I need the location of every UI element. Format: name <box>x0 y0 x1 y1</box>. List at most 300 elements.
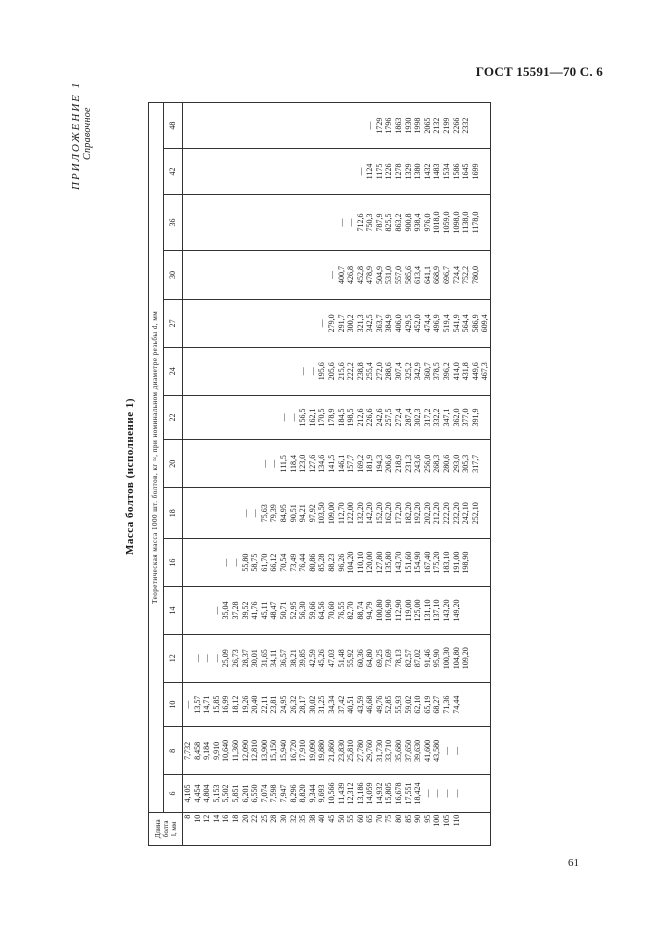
mass-cell: 242,10 <box>461 488 471 539</box>
mass-cell <box>183 440 193 488</box>
mass-cell: 378,5 <box>432 347 442 395</box>
mass-cell: 149,20 <box>452 587 462 635</box>
diameter-header: 10 <box>164 682 183 727</box>
mass-cell: 257,5 <box>384 395 394 440</box>
mass-cell: 305,3 <box>461 440 471 488</box>
mass-cell: 120,00 <box>365 539 375 587</box>
diameter-header: 16 <box>164 539 183 587</box>
mass-cell: 195,6 <box>317 347 327 395</box>
mass-cell <box>250 347 260 395</box>
mass-cell: 900,8 <box>404 194 414 250</box>
mass-cell <box>337 149 347 195</box>
table-row <box>193 103 203 846</box>
length-cell: 80 <box>394 812 404 845</box>
mass-cell <box>480 251 490 300</box>
mass-cell <box>317 103 327 149</box>
mass-cell <box>308 103 318 149</box>
mass-cell: 325,2 <box>404 347 414 395</box>
mass-cell <box>193 251 203 300</box>
mass-cell: 317,7 <box>471 440 481 488</box>
mass-cell: 288,6 <box>384 347 394 395</box>
mass-cell: 541,9 <box>452 299 462 347</box>
mass-cell <box>212 194 222 250</box>
mass-cell: 152,20 <box>375 488 385 539</box>
mass-cell <box>202 347 212 395</box>
mass-cell <box>298 149 308 195</box>
mass-cell: 16,678 <box>394 775 404 812</box>
mass-cell <box>193 440 203 488</box>
mass-cell: 1059,0 <box>442 194 452 250</box>
mass-cell: 39,52 <box>241 587 251 635</box>
mass-cell: 76,44 <box>298 539 308 587</box>
mass-cell <box>231 488 241 539</box>
mass-cell: — <box>346 194 356 250</box>
length-header-line-2: болта <box>161 820 170 838</box>
mass-cell: 122,00 <box>346 488 356 539</box>
page-header: ГОСТ 15591—70 С. 6 <box>475 64 603 79</box>
mass-cell <box>480 149 490 195</box>
mass-cell: 15,805 <box>384 775 394 812</box>
mass-cell <box>212 299 222 347</box>
mass-cell: 131,10 <box>423 587 433 635</box>
mass-cell <box>183 299 193 347</box>
mass-cell: 16,99 <box>221 682 231 727</box>
mass-cell: — <box>423 775 433 812</box>
mass-cell: 62,10 <box>413 682 423 727</box>
mass-cell: 342,5 <box>365 299 375 347</box>
mass-cell: 100,30 <box>442 634 452 682</box>
mass-cell: 91,46 <box>423 634 433 682</box>
mass-cell <box>241 194 251 250</box>
mass-cell: 104,80 <box>452 634 462 682</box>
mass-cell: 37,650 <box>404 727 414 775</box>
mass-cell: — <box>442 775 452 812</box>
mass-cell <box>212 103 222 149</box>
length-cell: 95 <box>423 812 433 845</box>
length-header <box>149 812 183 845</box>
mass-cell <box>231 194 241 250</box>
mass-cell: 31,65 <box>260 634 270 682</box>
mass-cell <box>279 299 289 347</box>
mass-cell: 291,7 <box>337 299 347 347</box>
mass-cell: 51,48 <box>337 634 347 682</box>
mass-cell: — <box>432 775 442 812</box>
mass-cell: 400,7 <box>337 251 347 300</box>
mass-cell <box>250 103 260 149</box>
table-row <box>298 103 308 846</box>
mass-cell: 156,5 <box>298 395 308 440</box>
mass-cell: 30,02 <box>308 682 318 727</box>
mass-cell: — <box>298 347 308 395</box>
mass-cell: 70,60 <box>327 587 337 635</box>
length-cell: 65 <box>365 812 375 845</box>
mass-cell: 19,090 <box>308 727 318 775</box>
mass-cell: 19,880 <box>317 727 327 775</box>
mass-cell <box>183 194 193 250</box>
mass-cell: 182,20 <box>404 488 414 539</box>
mass-cell <box>308 251 318 300</box>
mass-cell: 110,10 <box>356 539 366 587</box>
table-row <box>183 103 193 846</box>
mass-cell: 172,20 <box>394 488 404 539</box>
mass-cell: 787,9 <box>375 194 385 250</box>
mass-cell: 41,76 <box>250 587 260 635</box>
mass-cell <box>212 347 222 395</box>
table-row <box>423 103 433 846</box>
diameter-header: 48 <box>164 103 183 149</box>
mass-cell <box>480 634 490 682</box>
mass-cell: 198,5 <box>346 395 356 440</box>
mass-cell: 564,4 <box>461 299 471 347</box>
mass-cell: 243,6 <box>413 440 423 488</box>
table-row <box>394 103 404 846</box>
mass-cell: 118,4 <box>289 440 299 488</box>
mass-cell: 252,10 <box>471 488 481 539</box>
table-caption: Масса болтов (исполнение 1) <box>124 397 136 555</box>
mass-cell: 1098,0 <box>452 194 462 250</box>
mass-cell <box>183 395 193 440</box>
mass-cell <box>183 103 193 149</box>
mass-cell <box>241 149 251 195</box>
mass-cell: 242,6 <box>375 395 385 440</box>
mass-cell: — <box>269 440 279 488</box>
mass-cell: 68,27 <box>432 682 442 727</box>
mass-cell: 1729 <box>375 103 385 149</box>
table-row <box>432 103 442 846</box>
mass-cell: 50,71 <box>279 587 289 635</box>
table-body <box>183 103 491 846</box>
appendix-block <box>70 81 94 190</box>
mass-cell: 613,4 <box>413 251 423 300</box>
mass-cell: 1645 <box>461 149 471 195</box>
mass-cell: 426,8 <box>346 251 356 300</box>
mass-group-header: Теоретическая масса 1000 шт. болтов, кг ≈, при номинальном диаметре резьбы d, мм <box>149 103 164 813</box>
table-row <box>375 103 385 846</box>
mass-cell: 429,5 <box>404 299 414 347</box>
length-cell: 75 <box>384 812 394 845</box>
mass-cell <box>183 488 193 539</box>
mass-cell: 362,0 <box>452 395 462 440</box>
mass-cell: 112,90 <box>394 587 404 635</box>
mass-cell: — <box>202 634 212 682</box>
mass-cell <box>231 347 241 395</box>
mass-cell: 61,70 <box>260 539 270 587</box>
table-row <box>241 103 251 846</box>
mass-cell: 218,9 <box>394 440 404 488</box>
length-cell: 18 <box>231 812 241 845</box>
mass-cell: 17,910 <box>298 727 308 775</box>
mass-cell: 35,04 <box>221 587 231 635</box>
mass-cell: 384,9 <box>384 299 394 347</box>
mass-cell: 184,5 <box>337 395 347 440</box>
mass-cell <box>183 539 193 587</box>
mass-cell: 11,439 <box>337 775 347 812</box>
mass-cell <box>289 194 299 250</box>
mass-cell: 15,85 <box>212 682 222 727</box>
table-row <box>384 103 394 846</box>
mass-cell: 18,12 <box>231 682 241 727</box>
mass-cell: 557,0 <box>394 251 404 300</box>
mass-cell: 212,6 <box>356 395 366 440</box>
mass-cell: 585,6 <box>404 251 414 300</box>
mass-cell <box>241 395 251 440</box>
mass-cell <box>279 251 289 300</box>
mass-cell: 15,940 <box>279 727 289 775</box>
mass-cell <box>231 440 241 488</box>
mass-cell: 449,6 <box>471 347 481 395</box>
mass-cell: 8,296 <box>289 775 299 812</box>
mass-cell: 504,9 <box>375 251 385 300</box>
mass-cell: 69,25 <box>375 634 385 682</box>
mass-cell: 256,0 <box>423 440 433 488</box>
mass-cell <box>471 775 481 812</box>
mass-cell <box>202 440 212 488</box>
mass-cell: — <box>260 440 270 488</box>
mass-cell: 194,3 <box>375 440 385 488</box>
mass-cell: 73,69 <box>384 634 394 682</box>
diameter-header: 42 <box>164 149 183 195</box>
mass-cell: 74,44 <box>452 682 462 727</box>
mass-cell: 137,10 <box>432 587 442 635</box>
mass-cell: 255,4 <box>365 347 375 395</box>
mass-cell <box>480 727 490 775</box>
mass-cell <box>202 539 212 587</box>
mass-cell: 96,26 <box>337 539 347 587</box>
mass-cell <box>202 299 212 347</box>
table-row <box>260 103 270 846</box>
table-row <box>365 103 375 846</box>
mass-cell: 4,105 <box>183 775 193 812</box>
mass-cell: 125,00 <box>413 587 423 635</box>
mass-cell <box>279 347 289 395</box>
mass-cell <box>221 299 231 347</box>
rotated-table-wrapper <box>148 102 491 846</box>
mass-cell: 37,42 <box>337 682 347 727</box>
mass-cell: 70,54 <box>279 539 289 587</box>
mass-cell: 22,11 <box>260 682 270 727</box>
mass-cell <box>260 395 270 440</box>
mass-cell <box>231 395 241 440</box>
mass-cell: 35,680 <box>394 727 404 775</box>
mass-cell: 519,4 <box>442 299 452 347</box>
mass-cell: 55,93 <box>394 682 404 727</box>
mass-cell <box>480 440 490 488</box>
mass-cell: 58,75 <box>250 539 260 587</box>
mass-cell <box>202 194 212 250</box>
mass-cell: 222,20 <box>442 488 452 539</box>
diameter-header: 12 <box>164 634 183 682</box>
mass-cell: 7,598 <box>269 775 279 812</box>
mass-cell: 97,92 <box>308 488 318 539</box>
mass-cell: 45,26 <box>317 634 327 682</box>
mass-cell: 206,6 <box>384 440 394 488</box>
mass-cell: 10,640 <box>221 727 231 775</box>
mass-cell <box>289 347 299 395</box>
mass-cell: 59,02 <box>404 682 414 727</box>
mass-cell <box>308 149 318 195</box>
mass-cell <box>221 440 231 488</box>
mass-cell <box>221 251 231 300</box>
length-cell: 110 <box>452 812 462 845</box>
mass-cell: 1796 <box>384 103 394 149</box>
mass-cell: — <box>365 103 375 149</box>
mass-cell <box>298 194 308 250</box>
mass-cell: 162,20 <box>384 488 394 539</box>
mass-cell: 60,36 <box>356 634 366 682</box>
mass-cell: 1483 <box>432 149 442 195</box>
mass-cell: — <box>452 775 462 812</box>
mass-cell: 16,720 <box>289 727 299 775</box>
mass-cell <box>269 347 279 395</box>
table-row <box>269 103 279 846</box>
mass-cell: — <box>308 347 318 395</box>
mass-cell <box>202 149 212 195</box>
mass-cell: 90,51 <box>289 488 299 539</box>
mass-cell <box>202 251 212 300</box>
appendix-title: ПРИЛОЖЕНИЕ 1 <box>70 80 82 190</box>
mass-cell <box>471 682 481 727</box>
table-row <box>461 103 471 846</box>
mass-cell: 586,9 <box>471 299 481 347</box>
length-cell: 50 <box>337 812 347 845</box>
mass-cell: 1699 <box>471 149 481 195</box>
table-row <box>202 103 212 846</box>
mass-cell: 31,730 <box>375 727 385 775</box>
mass-cell <box>269 103 279 149</box>
mass-cell: — <box>442 727 452 775</box>
length-cell <box>480 812 490 845</box>
mass-cell: 27,780 <box>356 727 366 775</box>
mass-cell: 192,20 <box>413 488 423 539</box>
mass-cell: 293,0 <box>452 440 462 488</box>
length-cell <box>471 812 481 845</box>
mass-cell: 1586 <box>452 149 462 195</box>
length-cell: 32 <box>289 812 299 845</box>
mass-cell: 181,9 <box>365 440 375 488</box>
mass-cell <box>279 194 289 250</box>
mass-cell: 26,32 <box>289 682 299 727</box>
table-row <box>327 103 337 846</box>
mass-cell: — <box>212 587 222 635</box>
table-row <box>452 103 462 846</box>
mass-cell <box>480 488 490 539</box>
mass-cell: 13,186 <box>356 775 366 812</box>
mass-cell: 1863 <box>394 103 404 149</box>
mass-cell <box>269 251 279 300</box>
mass-cell <box>212 395 222 440</box>
mass-cell <box>241 251 251 300</box>
mass-cell <box>471 539 481 587</box>
mass-cell <box>183 149 193 195</box>
mass-cell: 18,424 <box>413 775 423 812</box>
mass-cell <box>480 682 490 727</box>
mass-cell: 1930 <box>404 103 414 149</box>
diameter-header: 27 <box>164 299 183 347</box>
mass-cell: 231,3 <box>404 440 414 488</box>
diameter-header: 8 <box>164 727 183 775</box>
length-cell: 30 <box>279 812 289 845</box>
mass-cell: 123,0 <box>298 440 308 488</box>
mass-cell: 43,580 <box>432 727 442 775</box>
mass-cell <box>269 149 279 195</box>
mass-cell: 222,2 <box>346 347 356 395</box>
mass-cell: 5,153 <box>212 775 222 812</box>
mass-cell: 49,76 <box>375 682 385 727</box>
mass-cell <box>221 103 231 149</box>
length-cell: 28 <box>269 812 279 845</box>
mass-cell: 531,0 <box>384 251 394 300</box>
mass-cell: 863,2 <box>394 194 404 250</box>
mass-cell <box>260 347 270 395</box>
mass-cell: 1018,0 <box>432 194 442 250</box>
mass-cell <box>250 299 260 347</box>
mass-cell: 825,5 <box>384 194 394 250</box>
mass-cell: 29,760 <box>365 727 375 775</box>
mass-cell: 300,2 <box>346 299 356 347</box>
mass-cell: 41,600 <box>423 727 433 775</box>
mass-cell: 8,820 <box>298 775 308 812</box>
mass-cell: 119,00 <box>404 587 414 635</box>
mass-cell <box>250 149 260 195</box>
mass-cell <box>250 395 260 440</box>
mass-cell: 52,85 <box>384 682 394 727</box>
mass-cell: 2332 <box>461 103 471 149</box>
mass-cell: 10,566 <box>327 775 337 812</box>
mass-cell: — <box>250 488 260 539</box>
mass-cell: 467,3 <box>480 347 490 395</box>
mass-cell: 724,4 <box>452 251 462 300</box>
mass-cell: 34,11 <box>269 634 279 682</box>
length-cell: 8 <box>183 812 193 845</box>
mass-cell: 391,9 <box>471 395 481 440</box>
mass-cell: 780,0 <box>471 251 481 300</box>
mass-cell: 280,6 <box>442 440 452 488</box>
mass-cell: — <box>183 682 193 727</box>
mass-cell <box>461 682 471 727</box>
mass-cell: 30,01 <box>250 634 260 682</box>
mass-cell: 111,5 <box>279 440 289 488</box>
mass-cell <box>260 194 270 250</box>
length-cell <box>461 812 471 845</box>
page-number: 61 <box>568 857 579 869</box>
mass-cell: 1998 <box>413 103 423 149</box>
table-row <box>289 103 299 846</box>
mass-cell <box>327 149 337 195</box>
diameter-header: 14 <box>164 587 183 635</box>
mass-cell: 80,86 <box>308 539 318 587</box>
mass-cell <box>461 727 471 775</box>
mass-cell: 21,860 <box>327 727 337 775</box>
mass-cell: — <box>337 194 347 250</box>
mass-cell: 162,1 <box>308 395 318 440</box>
mass-cell: 12,810 <box>250 727 260 775</box>
mass-cell: 38,21 <box>289 634 299 682</box>
mass-cell: 46,68 <box>365 682 375 727</box>
mass-cell: 167,40 <box>423 539 433 587</box>
mass-cell: 2132 <box>432 103 442 149</box>
table-row <box>413 103 423 846</box>
mass-cell <box>317 149 327 195</box>
mass-cell: 609,4 <box>480 299 490 347</box>
mass-cell: 431,8 <box>461 347 471 395</box>
mass-cell: 5,502 <box>221 775 231 812</box>
mass-cell <box>202 587 212 635</box>
mass-cell <box>193 395 203 440</box>
mass-cell: 2199 <box>442 103 452 149</box>
table-row <box>212 103 222 846</box>
mass-cell: 39,85 <box>298 634 308 682</box>
length-cell: 55 <box>346 812 356 845</box>
